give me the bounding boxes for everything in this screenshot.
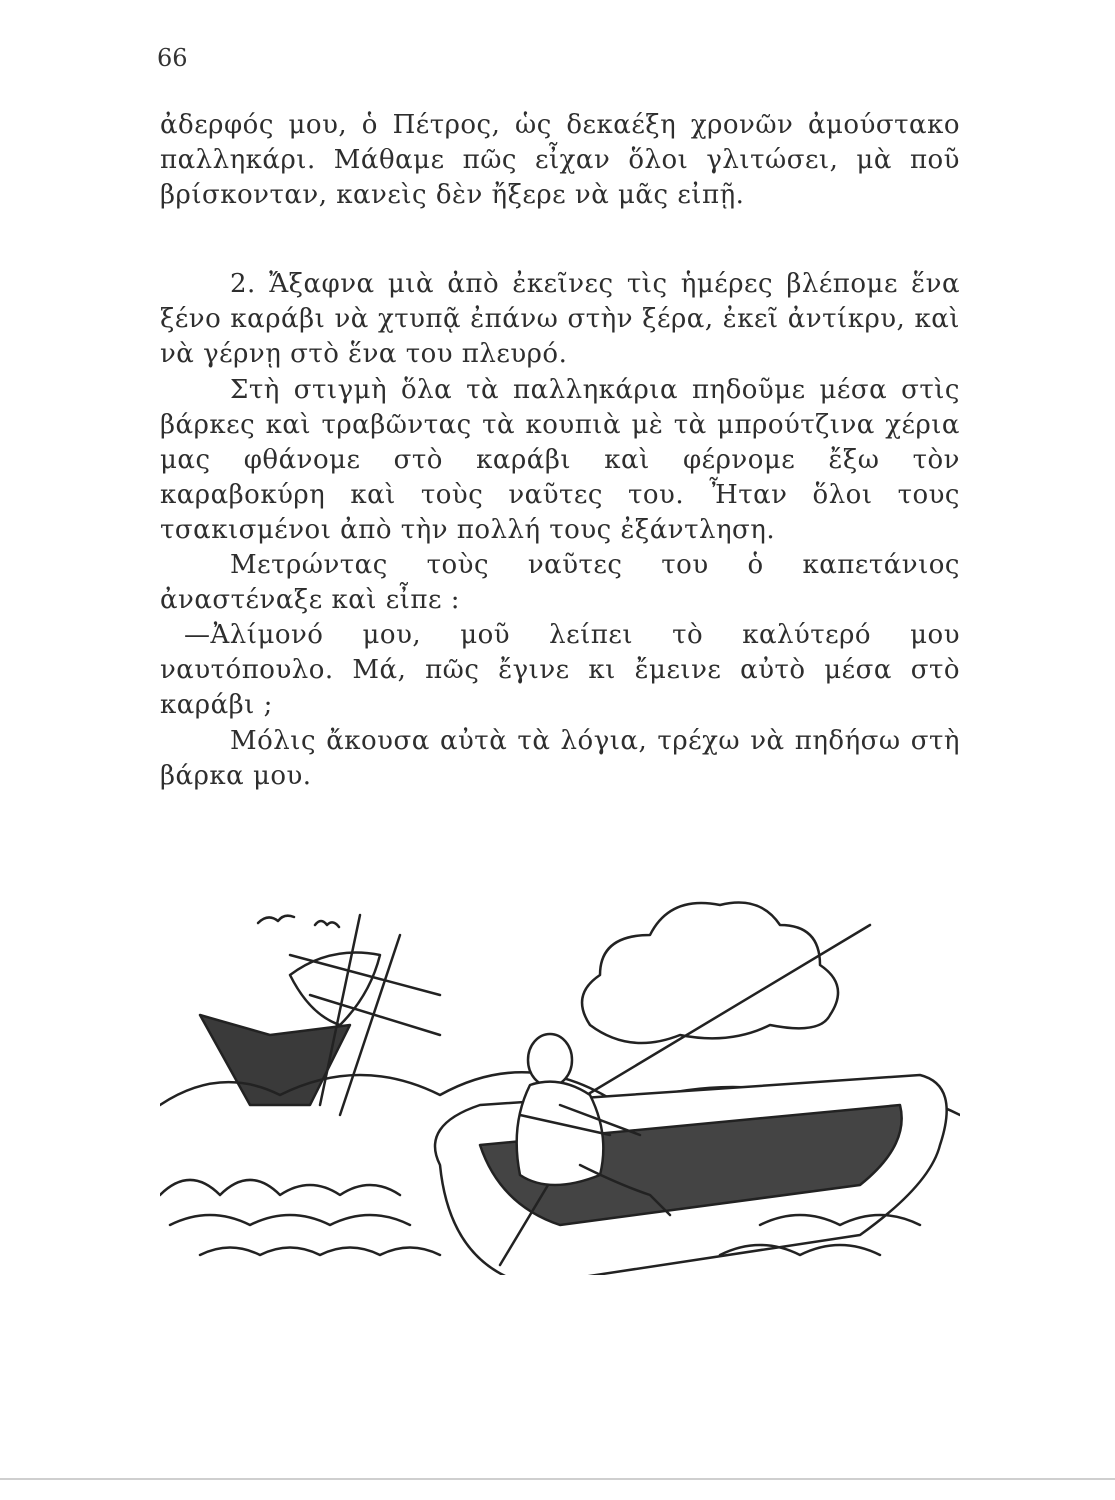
paragraph-section-2: 2. Ἄξαφνα μιὰ ἀπὸ ἐκεῖνες τὶς ἡμέρες βλέπομε ἕνα ξένο καράβι νὰ χτυπᾷ ἐπάνω στὴν ξέρα, ἐκεῖ ἀντίκρυ, καὶ νὰ γέρνῃ στὸ ἕνα του πλευρό. — [160, 269, 960, 370]
oar-icon — [570, 925, 870, 1105]
paragraph-continuation: ἀδερφός μου, ὁ Πέτρος, ὡς δεκαέξη χρονῶν ἀμούστακο παλληκάρι. Μάθαμε πῶς εἶχαν ὅλοι γλιτώσει, μὰ ποῦ βρίσκονταν, κανεὶς δὲν ἤξερε νὰ μᾶς εἰπῇ. — [160, 110, 960, 211]
bird-icon — [315, 921, 339, 927]
paragraph: Μόλις ἄκουσα αὐτὰ τὰ λόγια, τρέχω νὰ πηδήσω στὴ βάρκα μου. — [160, 725, 960, 791]
dialogue-line: —Ἀλίμονό μου, μοῦ λείπει τὸ καλύτερό μου ναυτόπουλο. Μά, πῶς ἔγινε κι ἔμεινε αὐτὸ μέσα στὸ καράβι ; — [160, 620, 960, 721]
scan-edge-line — [0, 1478, 1115, 1480]
bird-icon — [258, 916, 294, 923]
body-text — [160, 108, 960, 794]
rower-head-icon — [528, 1034, 572, 1086]
page-number: 66 — [157, 44, 188, 72]
paragraph: Μετρώντας τοὺς ναῦτες του ὁ καπετάνιος ἀναστέναξε καὶ εἶπε : — [160, 550, 960, 616]
waves-icon — [160, 1180, 400, 1195]
ship-sail-icon — [290, 953, 380, 1026]
paragraph: Στὴ στιγμὴ ὅλα τὰ παλληκάρια πηδοῦμε μέσα στὶς βάρκες καὶ τραβῶντας τὰ κουπιὰ μὲ τὰ μπρούτζινα χέρια μας φθάνομε στὸ καράβι καὶ φέρνομε ἔξω τὸν καραβοκύρη καὶ τοὺς ναῦτες του. Ἦταν ὅλοι τους τσακισμένοι ἀπὸ τὴν πολλή τους ἐξάντληση. — [160, 374, 960, 545]
boat-at-sea-illustration — [160, 895, 960, 1275]
